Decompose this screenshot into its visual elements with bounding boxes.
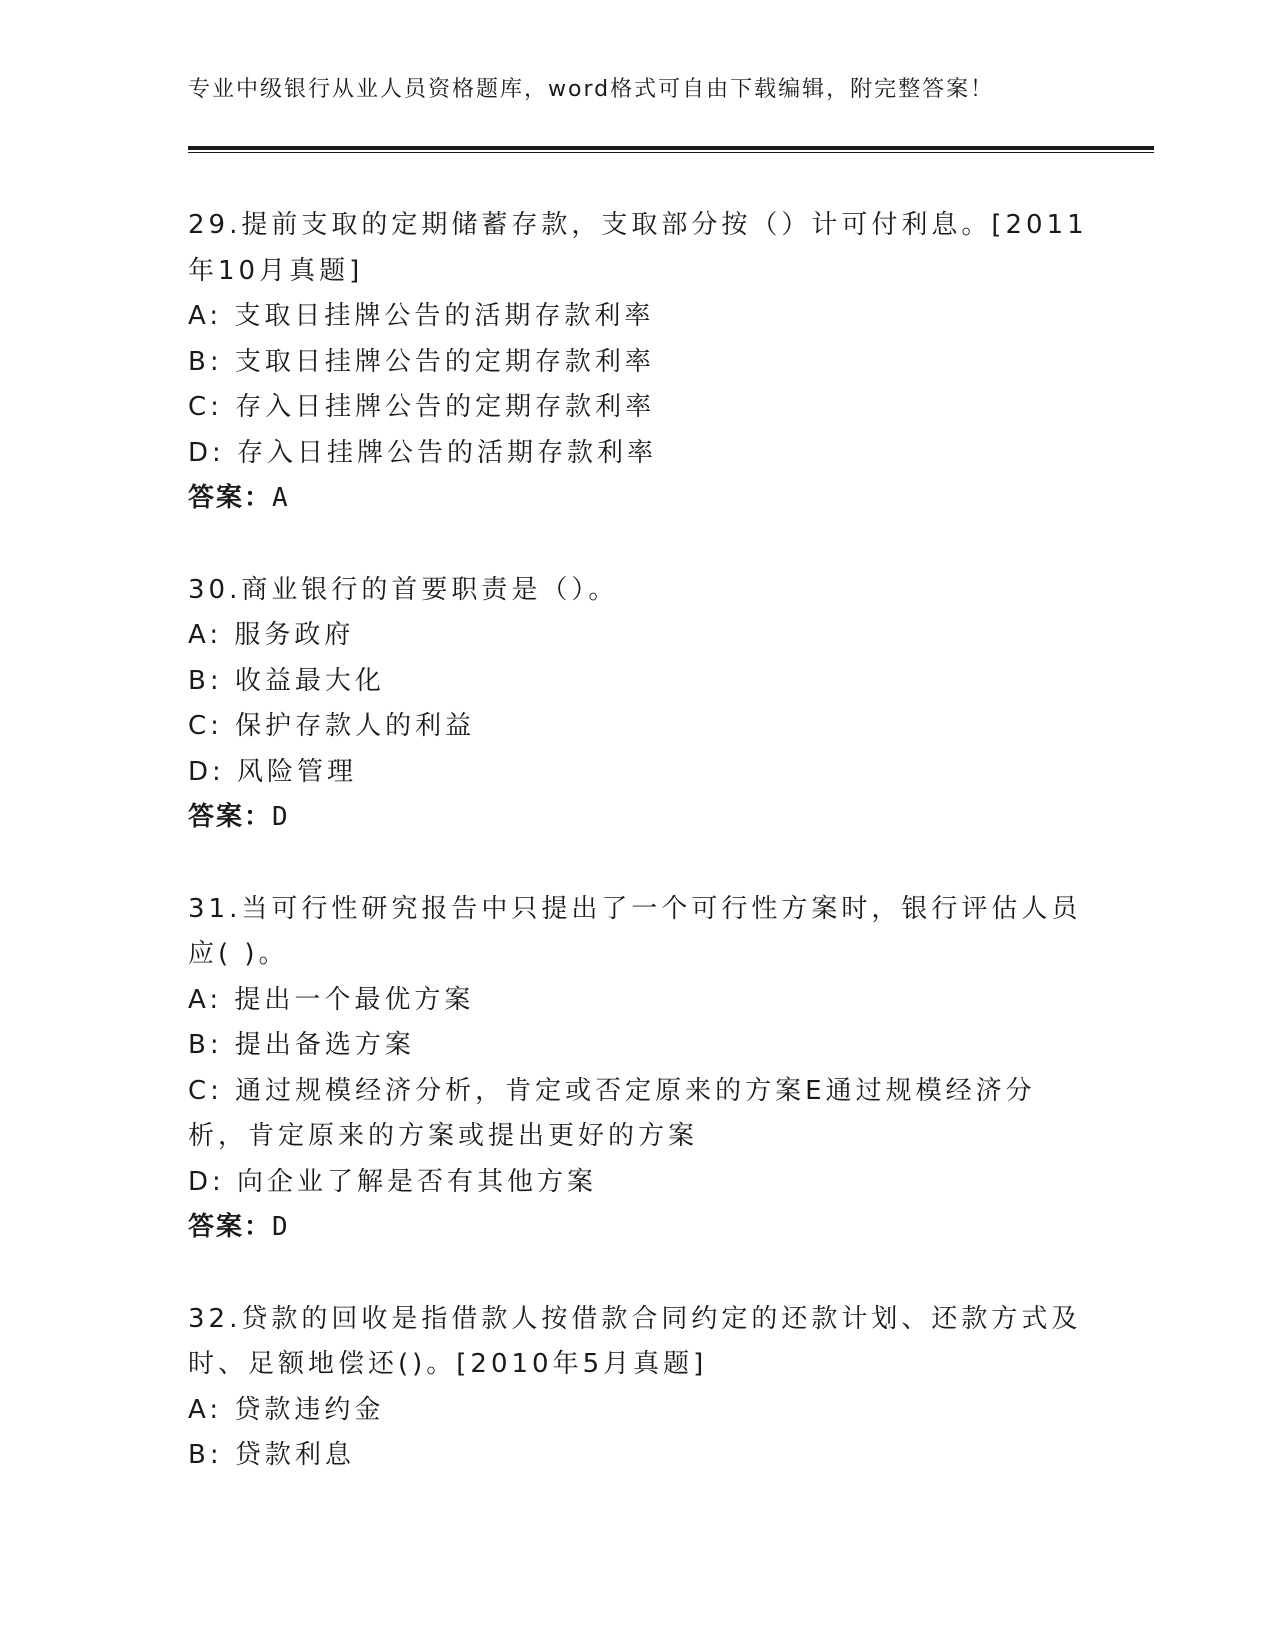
option-a: A: 支取日挂牌公告的活期存款利率 — [188, 301, 655, 331]
question-stem: 30.商业银行的首要职责是（）。 — [188, 574, 619, 605]
option-b: B: 贷款利息 — [188, 1440, 355, 1470]
answer-label: 答案： — [188, 802, 273, 832]
question-item — [188, 203, 1088, 522]
option-a: A: 提出一个最优方案 — [188, 984, 475, 1015]
option-b: B: 收益最大化 — [188, 665, 385, 696]
question-stem: 32.贷款的回收是指借款人按借款合同约定的还款计划、还款方式及时、足额地偿还()。[2010年5月真题] — [188, 1303, 1082, 1379]
answer-line — [188, 795, 1088, 841]
answer-label: 答案： — [188, 1212, 273, 1242]
answer-line — [188, 1205, 1088, 1251]
answer-value: D — [272, 802, 290, 832]
answer-line — [188, 476, 1088, 522]
option-b: B: 提出备选方案 — [188, 1030, 415, 1060]
option-d: D: 风险管理 — [188, 756, 358, 787]
option-c: C: 通过规模经济分析，肯定或否定原来的方案E通过规模经济分析，肯定原来的方案或提出更好的方案 — [188, 1075, 1036, 1151]
question-item — [188, 887, 1088, 1251]
header-divider — [188, 146, 1154, 150]
question-stem: 31.当可行性研究报告中只提出了一个可行性方案时，银行评估人员应( )。 — [188, 893, 1082, 969]
question-stem: 29.提前支取的定期储蓄存款，支取部分按（）计可付利息。[2011年10月真题] — [188, 210, 1088, 286]
option-c: C: 存入日挂牌公告的定期存款利率 — [188, 392, 656, 422]
answer-value: A — [272, 483, 290, 513]
option-d: D: 存入日挂牌公告的活期存款利率 — [188, 437, 658, 468]
question-item — [188, 1297, 1088, 1479]
header-divider-thin — [188, 152, 1154, 153]
question-list — [188, 203, 1088, 1525]
page-header: 专业中级银行从业人员资格题库，word格式可自由下载编辑，附完整答案！ — [188, 77, 995, 102]
answer-value: D — [272, 1212, 290, 1242]
option-c: C: 保护存款人的利益 — [188, 711, 476, 741]
option-a: A: 贷款违约金 — [188, 1394, 385, 1425]
question-item — [188, 568, 1088, 841]
option-b: B: 支取日挂牌公告的定期存款利率 — [188, 346, 655, 377]
option-d: D: 向企业了解是否有其他方案 — [188, 1166, 598, 1197]
option-a: A: 服务政府 — [188, 620, 355, 650]
answer-label: 答案： — [188, 483, 273, 513]
